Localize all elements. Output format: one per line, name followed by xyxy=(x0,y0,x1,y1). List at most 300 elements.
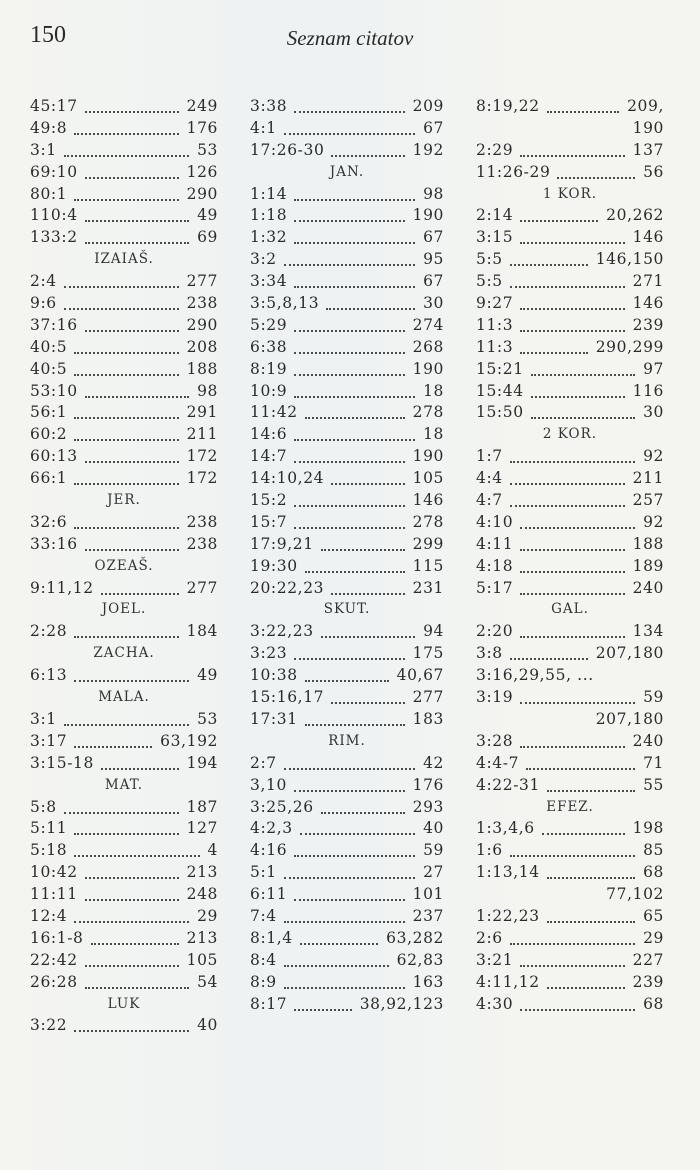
dot-leader xyxy=(74,439,179,441)
page-reference: 134 xyxy=(632,622,664,641)
index-entry xyxy=(30,818,218,840)
dot-leader xyxy=(520,571,625,573)
dot-leader xyxy=(510,483,625,485)
index-entry xyxy=(250,337,444,359)
dot-leader xyxy=(510,943,635,945)
index-entry xyxy=(476,249,664,271)
page-reference: 188 xyxy=(186,359,218,378)
page-reference: 198 xyxy=(632,819,664,838)
index-entry xyxy=(30,468,218,490)
page-reference: 71 xyxy=(643,753,664,772)
page-reference: 213 xyxy=(186,863,218,882)
dot-leader xyxy=(294,242,415,244)
verse-reference: 15:44 xyxy=(476,381,524,400)
verse-reference: 4:11 xyxy=(476,534,514,553)
index-entry xyxy=(250,271,444,293)
page-reference: 67 xyxy=(423,272,444,291)
dot-leader xyxy=(74,636,179,638)
page-reference: 290 xyxy=(186,315,218,334)
index-entry xyxy=(476,753,664,775)
dot-leader xyxy=(284,768,415,770)
index-entry xyxy=(476,315,664,337)
page-reference: 137 xyxy=(632,140,664,159)
verse-reference: 10:42 xyxy=(30,863,78,882)
verse-reference: 66:1 xyxy=(30,469,68,488)
book-heading: RIM. xyxy=(328,732,366,749)
verse-reference: 2:28 xyxy=(30,622,68,641)
page-reference: 63,192 xyxy=(160,731,218,750)
index-entry xyxy=(30,402,218,424)
index-entry xyxy=(476,205,664,227)
page-reference: 97 xyxy=(643,359,664,378)
dot-leader xyxy=(520,549,625,551)
index-entry xyxy=(250,402,444,424)
dot-leader xyxy=(294,220,405,222)
page-reference: 209, xyxy=(627,97,664,115)
dot-leader xyxy=(542,833,625,835)
dot-leader xyxy=(510,264,588,266)
index-entry xyxy=(30,424,218,446)
verse-reference: 1:3,4,6 xyxy=(476,819,535,838)
verse-reference: 45:17 xyxy=(30,97,78,115)
dot-leader xyxy=(294,899,405,901)
index-column-2 xyxy=(250,96,444,1015)
index-entry xyxy=(250,884,444,906)
dot-leader xyxy=(305,417,405,419)
dot-leader xyxy=(74,833,179,835)
page-reference: 38,92,123 xyxy=(359,994,444,1013)
index-entry xyxy=(250,534,444,556)
index-entry xyxy=(250,359,444,381)
page-reference: 65 xyxy=(643,906,664,925)
index-entry xyxy=(476,928,664,950)
index-entry xyxy=(476,359,664,381)
page-reference: 105 xyxy=(186,950,218,969)
verse-reference: 32:6 xyxy=(30,512,68,531)
page-reference: 183 xyxy=(412,709,444,728)
verse-reference: 3,10 xyxy=(250,775,287,794)
dot-leader xyxy=(294,396,415,398)
dot-leader xyxy=(294,286,415,288)
dot-leader xyxy=(74,374,179,376)
verse-reference: 5:5 xyxy=(476,272,503,291)
verse-reference: 4:30 xyxy=(476,994,514,1013)
verse-reference: 3:2 xyxy=(250,250,277,269)
index-entry xyxy=(476,578,664,600)
dot-leader xyxy=(284,965,389,967)
verse-reference: 10:38 xyxy=(250,666,298,685)
page-reference: 187 xyxy=(186,797,218,816)
dot-leader xyxy=(331,702,405,704)
dot-leader xyxy=(520,330,625,332)
dot-leader xyxy=(64,286,179,288)
dot-leader xyxy=(85,330,179,332)
dot-leader xyxy=(321,549,405,551)
page-reference: 146 xyxy=(632,294,664,313)
verse-reference: 3:15 xyxy=(476,228,514,247)
verse-reference: 1:14 xyxy=(250,184,288,203)
page-reference: 207,180 xyxy=(595,644,664,663)
page-reference: 40,67 xyxy=(396,666,444,685)
dot-leader xyxy=(300,943,378,945)
verse-reference: 40:5 xyxy=(30,359,68,378)
index-entry xyxy=(250,381,444,403)
dot-leader xyxy=(321,636,415,638)
dot-leader xyxy=(74,352,179,354)
dot-leader xyxy=(284,133,415,135)
verse-reference: 17:26-30 xyxy=(250,140,325,159)
verse-reference: 5:8 xyxy=(30,797,57,816)
page-reference: 231 xyxy=(412,578,444,597)
page-continuation: 190 xyxy=(632,118,664,137)
dot-leader xyxy=(321,812,405,814)
dot-leader xyxy=(85,242,189,244)
dot-leader xyxy=(85,220,189,222)
verse-reference: 60:2 xyxy=(30,425,68,444)
index-entry xyxy=(476,994,664,1016)
dot-leader xyxy=(294,439,415,441)
page-reference: 290 xyxy=(186,184,218,203)
page-reference: 126 xyxy=(186,162,218,181)
page-reference: 208 xyxy=(186,337,218,356)
page-reference: 257 xyxy=(632,491,664,510)
dot-leader xyxy=(294,1009,352,1011)
book-heading: MAT. xyxy=(104,776,144,793)
page-reference: 105 xyxy=(412,469,444,488)
index-entry xyxy=(250,972,444,994)
dot-leader xyxy=(547,877,635,879)
dot-leader xyxy=(326,308,415,310)
dot-leader xyxy=(284,921,405,923)
verse-reference: 2:29 xyxy=(476,140,514,159)
page-reference: 62,83 xyxy=(396,950,444,969)
dot-leader xyxy=(510,461,635,463)
dot-leader xyxy=(85,396,189,398)
book-heading: ZACHA. xyxy=(93,645,155,662)
page-reference: 176 xyxy=(186,118,218,137)
running-title: Seznam citatov xyxy=(286,26,414,50)
page-reference: 29 xyxy=(197,906,218,925)
verse-reference: 3:1 xyxy=(30,709,57,728)
index-entry xyxy=(476,446,664,468)
page-reference: 95 xyxy=(423,250,444,269)
dot-leader xyxy=(520,242,625,244)
verse-reference: 49:8 xyxy=(30,118,68,137)
page-reference: 56 xyxy=(643,162,664,181)
index-column-3 xyxy=(476,96,664,1015)
index-entry xyxy=(30,446,218,468)
page-reference: 194 xyxy=(186,753,218,772)
verse-reference: 5:1 xyxy=(250,863,277,882)
index-entry xyxy=(250,96,444,118)
page-reference: 211 xyxy=(186,425,218,444)
page-reference: 238 xyxy=(186,512,218,531)
verse-reference: 3:22 xyxy=(30,1016,68,1035)
index-entry xyxy=(30,337,218,359)
page-reference: 188 xyxy=(632,534,664,553)
dot-leader xyxy=(64,724,189,726)
index-entry xyxy=(250,775,444,797)
page-reference: 146 xyxy=(632,228,664,247)
index-entry xyxy=(30,293,218,315)
verse-reference: 15:2 xyxy=(250,491,288,510)
verse-reference: 5:29 xyxy=(250,315,288,334)
index-entry xyxy=(30,118,218,140)
book-heading: 1 KOR. xyxy=(542,185,598,202)
index-entry xyxy=(476,534,664,556)
page-reference: 63,282 xyxy=(386,928,444,947)
dot-leader xyxy=(305,571,405,573)
page-reference: 59 xyxy=(423,841,444,860)
page-reference: 98 xyxy=(197,381,218,400)
dot-leader xyxy=(331,593,405,595)
index-entry xyxy=(250,118,444,140)
index-entry xyxy=(250,687,444,709)
dot-leader xyxy=(294,330,405,332)
verse-reference: 9:27 xyxy=(476,294,514,313)
dot-leader xyxy=(520,965,625,967)
verse-reference: 4:4 xyxy=(476,469,503,488)
verse-reference: 5:5 xyxy=(476,250,503,269)
index-entry xyxy=(476,227,664,249)
dot-leader xyxy=(74,921,189,923)
book-heading: 2 KOR. xyxy=(542,426,598,443)
page-reference: 184 xyxy=(186,622,218,641)
dot-leader xyxy=(64,812,179,814)
dot-leader xyxy=(520,527,635,529)
index-entry xyxy=(476,381,664,403)
dot-leader xyxy=(526,768,635,770)
page-reference: 176 xyxy=(412,775,444,794)
index-entry xyxy=(30,140,218,162)
page-reference: 67 xyxy=(423,228,444,247)
verse-reference: 26:28 xyxy=(30,972,78,991)
page-reference: 29 xyxy=(643,928,664,947)
index-entry xyxy=(30,753,218,775)
verse-reference: 1:18 xyxy=(250,206,288,225)
verse-reference: 19:30 xyxy=(250,556,298,575)
index-entry xyxy=(30,884,218,906)
dot-leader xyxy=(101,593,179,595)
verse-reference: 4:11,12 xyxy=(476,972,540,991)
dot-leader xyxy=(74,746,152,748)
index-entry xyxy=(476,512,664,534)
page-reference: 209 xyxy=(412,97,444,115)
verse-reference: 15:21 xyxy=(476,359,524,378)
index-entry xyxy=(30,512,218,534)
index-entry xyxy=(476,402,664,424)
index-entry xyxy=(250,818,444,840)
page-continuation: 207,180 xyxy=(595,709,664,728)
index-entry xyxy=(30,621,218,643)
dot-leader xyxy=(294,111,405,113)
dot-leader xyxy=(547,921,635,923)
book-heading: OZEAŠ. xyxy=(94,557,154,574)
index-entry xyxy=(30,534,218,556)
index-entry xyxy=(476,862,664,884)
verse-reference: 14:6 xyxy=(250,425,288,444)
verse-reference: 1:6 xyxy=(476,841,503,860)
page-reference: 54 xyxy=(197,972,218,991)
index-entry xyxy=(30,709,218,731)
dot-leader xyxy=(547,790,635,792)
dot-leader xyxy=(101,768,179,770)
page-reference: 278 xyxy=(412,403,444,422)
dot-leader xyxy=(74,527,179,529)
index-column-1 xyxy=(30,96,218,1037)
index-entry xyxy=(250,184,444,206)
page-reference: 69 xyxy=(197,228,218,247)
verse-reference: 8:19 xyxy=(250,359,288,378)
verse-reference: 3:21 xyxy=(476,950,514,969)
page-reference: 127 xyxy=(186,819,218,838)
index-entry xyxy=(250,665,444,687)
verse-reference: 5:17 xyxy=(476,578,514,597)
index-entry xyxy=(30,731,218,753)
verse-reference: 3:25,26 xyxy=(250,797,314,816)
dot-leader xyxy=(520,220,598,222)
dot-leader xyxy=(74,1030,189,1032)
verse-reference: 11:3 xyxy=(476,315,514,334)
dot-leader xyxy=(91,943,179,945)
index-entry xyxy=(250,928,444,950)
dot-leader xyxy=(284,877,415,879)
verse-reference: 53:10 xyxy=(30,381,78,400)
page-continuation: 77,102 xyxy=(606,885,664,904)
index-entry xyxy=(250,249,444,271)
page-reference: 249 xyxy=(186,97,218,115)
dot-leader xyxy=(294,855,415,857)
verse-reference: 6:13 xyxy=(30,666,68,685)
page-reference: 299 xyxy=(412,534,444,553)
dot-leader xyxy=(85,177,179,179)
verse-reference: 14:10,24 xyxy=(250,469,325,488)
verse-reference: 11:11 xyxy=(30,885,78,904)
verse-reference: 1:13,14 xyxy=(476,863,540,882)
verse-reference: 8:4 xyxy=(250,950,277,969)
index-entry xyxy=(30,96,218,118)
verse-reference: 4:2,3 xyxy=(250,819,293,838)
dot-leader xyxy=(547,111,619,113)
index-entry xyxy=(30,359,218,381)
dot-leader xyxy=(85,965,179,967)
dot-leader xyxy=(331,155,405,157)
verse-reference: 20:22,23 xyxy=(250,578,325,597)
dot-leader xyxy=(510,505,625,507)
page-reference: 49 xyxy=(197,206,218,225)
index-entry xyxy=(476,643,664,665)
dot-leader xyxy=(74,199,179,201)
index-entry xyxy=(250,621,444,643)
verse-reference: 4:16 xyxy=(250,841,288,860)
page-reference: 248 xyxy=(186,885,218,904)
page-reference: 163 xyxy=(412,972,444,991)
page-reference: 277 xyxy=(412,688,444,707)
book-heading: MALA. xyxy=(98,689,150,706)
index-entry xyxy=(30,840,218,862)
verse-reference: 3:28 xyxy=(476,731,514,750)
index-entry xyxy=(250,315,444,337)
index-entry xyxy=(30,665,218,687)
page-reference: 40 xyxy=(423,819,444,838)
page-reference: 67 xyxy=(423,118,444,137)
page-reference: 189 xyxy=(632,556,664,575)
index-entry xyxy=(250,293,444,315)
index-entry xyxy=(30,797,218,819)
dot-leader xyxy=(294,658,405,660)
index-entry xyxy=(250,643,444,665)
verse-reference: 4:4-7 xyxy=(476,753,520,772)
verse-reference: 3:15-18 xyxy=(30,753,94,772)
page-reference: 55 xyxy=(643,775,664,794)
verse-reference: 33:16 xyxy=(30,534,78,553)
verse-reference: 3:19 xyxy=(476,688,514,707)
dot-leader xyxy=(74,417,179,419)
page-reference: 274 xyxy=(412,315,444,334)
page-reference: 268 xyxy=(412,337,444,356)
verse-reference: 3:17 xyxy=(30,731,68,750)
page-reference: 293 xyxy=(412,797,444,816)
verse-reference: 17:31 xyxy=(250,709,298,728)
dot-leader xyxy=(294,199,415,201)
index-entry xyxy=(476,556,664,578)
book-heading: IZAIAŠ. xyxy=(94,251,154,268)
page-reference: 20,262 xyxy=(606,206,664,225)
dot-leader xyxy=(531,396,625,398)
page-reference: 271 xyxy=(632,272,664,291)
index-entry xyxy=(250,512,444,534)
index-entry xyxy=(476,96,664,118)
dot-leader xyxy=(294,790,405,792)
page-reference: 59 xyxy=(643,688,664,707)
page-reference: 92 xyxy=(643,512,664,531)
book-heading: JOEL. xyxy=(101,601,147,618)
dot-leader xyxy=(520,593,625,595)
index-entry xyxy=(30,184,218,206)
verse-reference: 8:1,4 xyxy=(250,928,293,947)
dot-leader xyxy=(284,264,415,266)
page-reference: 98 xyxy=(423,184,444,203)
index-entry xyxy=(476,293,664,315)
dot-leader xyxy=(294,527,405,529)
page-reference: 213 xyxy=(186,928,218,947)
index-entry xyxy=(250,556,444,578)
dot-leader xyxy=(74,133,179,135)
verse-reference: 8:17 xyxy=(250,994,288,1013)
index-entry xyxy=(250,862,444,884)
index-entry xyxy=(476,687,664,709)
dot-leader xyxy=(557,177,635,179)
index-entry xyxy=(250,797,444,819)
page-reference: 53 xyxy=(197,140,218,159)
index-entry xyxy=(30,928,218,950)
index-entry xyxy=(250,490,444,512)
verse-reference: 3:22,23 xyxy=(250,622,314,641)
dot-leader xyxy=(510,286,625,288)
index-entry xyxy=(476,337,664,359)
dot-leader xyxy=(520,308,625,310)
verse-reference: 3:34 xyxy=(250,272,288,291)
page-reference: 238 xyxy=(186,294,218,313)
verse-reference: 11:3 xyxy=(476,337,514,356)
verse-reference: 9:6 xyxy=(30,294,57,313)
page-reference: 240 xyxy=(632,731,664,750)
page-reference: 227 xyxy=(632,950,664,969)
dot-leader xyxy=(305,724,405,726)
verse-reference: 22:42 xyxy=(30,950,78,969)
dot-leader xyxy=(331,483,405,485)
verse-reference: 15:7 xyxy=(250,512,288,531)
